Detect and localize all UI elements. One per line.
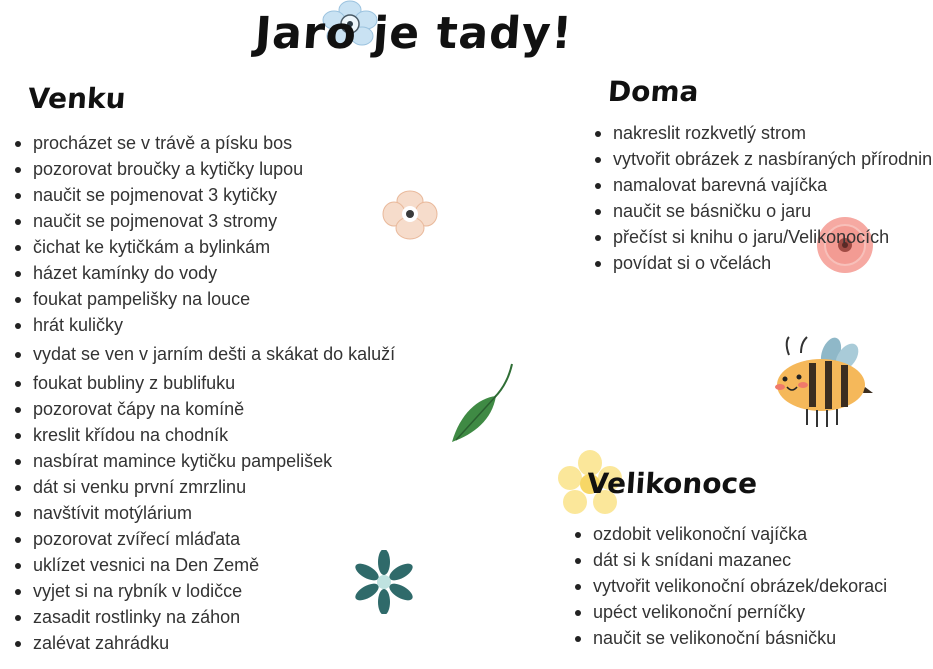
doma-heading: Doma <box>606 75 700 108</box>
list-item: nakreslit rozkvetlý strom <box>613 120 933 146</box>
list-item: vytvořit obrázek z nasbíraných přírodnin <box>613 146 933 172</box>
list-item: zasadit rostlinky na záhon <box>33 604 395 630</box>
list-item: ozdobit velikonoční vajíčka <box>593 521 887 547</box>
list-item: navštívit motýlárium <box>33 500 395 526</box>
list-item: dát si venku první zmrzlinu <box>33 474 395 500</box>
list-item: čichat ke kytičkám a bylinkám <box>33 234 395 260</box>
list-item: kreslit křídou na chodník <box>33 422 395 448</box>
list-item: naučit se pojmenovat 3 stromy <box>33 208 395 234</box>
list-item: naučit se pojmenovat 3 kytičky <box>33 182 395 208</box>
list-item: namalovat barevná vajíčka <box>613 172 933 198</box>
list-item: dát si k snídani mazanec <box>593 547 887 573</box>
list-item: uklízet vesnici na Den Země <box>33 552 395 578</box>
list-item: pozorovat čápy na komíně <box>33 396 395 422</box>
venku-heading: Venku <box>26 82 127 115</box>
page-title: Jaro je tady! <box>253 8 575 59</box>
list-item: pozorovat broučky a kytičky lupou <box>33 156 395 182</box>
list-item: hrát kuličky <box>33 312 395 338</box>
list-item: naučit se velikonoční básničku <box>593 625 887 651</box>
list-item: pozorovat zvířecí mláďata <box>33 526 395 552</box>
leaf-icon <box>448 362 518 446</box>
list-item: foukat bubliny z bublifuku <box>33 370 395 396</box>
list-item: házet kamínky do vody <box>33 260 395 286</box>
list-item: naučit se básničku o jaru <box>613 198 933 224</box>
list-item: vydat se ven v jarním dešti a skákat do kaluží <box>33 341 395 367</box>
list-item: foukat pampelišky na louce <box>33 286 395 312</box>
list-item: upéct velikonoční perníčky <box>593 599 887 625</box>
bee-icon <box>765 335 875 431</box>
list-item: povídat si o včelách <box>613 250 933 276</box>
list-item: procházet se v trávě a písku bos <box>33 130 395 156</box>
venku-list <box>11 130 395 656</box>
list-item: přečíst si knihu o jaru/Velikonocích <box>613 224 933 250</box>
doma-list <box>591 120 933 276</box>
velikonoce-list <box>571 521 887 651</box>
list-item: nasbírat mamince kytičku pampelišek <box>33 448 395 474</box>
list-item: zalévat zahrádku <box>33 630 395 656</box>
list-item: vytvořit velikonoční obrázek/dekoraci <box>593 573 887 599</box>
list-item: vyjet si na rybník v lodičce <box>33 578 395 604</box>
velikonoce-heading: Velikonoce <box>585 467 759 500</box>
